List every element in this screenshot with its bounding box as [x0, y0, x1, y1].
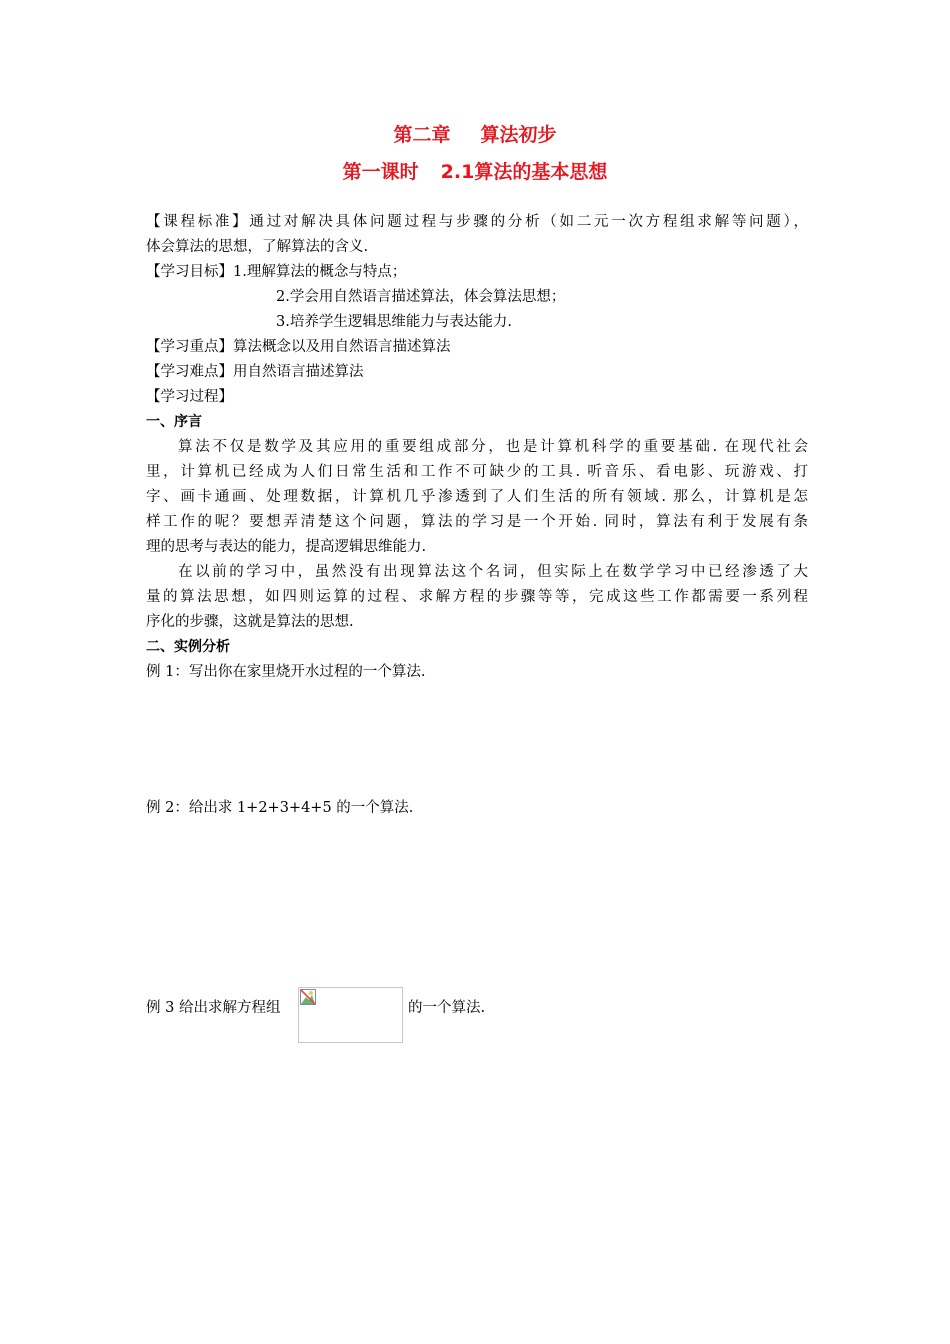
section-heading-examples: 二、实例分析 — [146, 639, 230, 655]
example-3-prefix: 例 3 给出求解方程组 — [146, 1000, 281, 1016]
chapter-name: 算法初步 — [480, 124, 557, 146]
course-standard-line-2: 体会算法的思想，了解算法的含义. — [146, 239, 369, 255]
preface-para1-line: 字、画卡通画、处理数据，计算机几乎渗透到了人们生活的所有领域. 那么，计算机是怎 — [146, 489, 808, 505]
lesson-label: 第一课时 — [342, 161, 419, 183]
example-3-suffix: 的一个算法. — [408, 1000, 486, 1016]
example-1: 例 1：写出你在家里烧开水过程的一个算法. — [146, 664, 426, 680]
learning-difficulty: 【学习难点】用自然语言描述算法 — [146, 364, 364, 380]
chapter-label: 第二章 — [393, 124, 451, 146]
section-heading-preface: 一、序言 — [146, 414, 202, 430]
example-2: 例 2：给出求 1+2+3+4+5 的一个算法. — [146, 800, 414, 816]
broken-image-icon — [300, 989, 316, 1005]
chapter-title — [0, 123, 950, 147]
learning-focus: 【学习重点】算法概念以及用自然语言描述算法 — [146, 339, 451, 355]
preface-para2-line: 量的算法思想，如四则运算的过程、求解方程的步骤等等，完成这些工作都需要一系列程 — [146, 589, 808, 605]
lesson-name: 2.1算法的基本思想 — [440, 161, 608, 183]
learning-goal-3: 3.培养学生逻辑思维能力与表达能力. — [276, 314, 512, 330]
preface-para2-line: 在以前的学习中，虽然没有出现算法这个名词，但实际上在数学学习中已经渗透了大 — [178, 564, 808, 580]
learning-goal-2: 2.学会用自然语言描述算法，体会算法思想； — [276, 289, 566, 305]
preface-para1-line: 里，计算机已经成为人们日常生活和工作不可缺少的工具. 听音乐、看电影、玩游戏、打 — [146, 464, 808, 480]
preface-para1-line: 算法不仅是数学及其应用的重要组成部分，也是计算机科学的重要基础. 在现代社会 — [178, 439, 808, 455]
equation-system-image-placeholder — [298, 987, 403, 1043]
learning-goal-1: 【学习目标】1.理解算法的概念与特点； — [146, 264, 407, 280]
learning-process: 【学习过程】 — [146, 389, 233, 405]
preface-para1-line: 理的思考与表达的能力，提高逻辑思维能力. — [146, 539, 427, 555]
course-standard-line-1: 【课程标准】通过对解决具体问题过程与步骤的分析（如二元一次方程组求解等问题）， — [146, 214, 808, 230]
preface-para1-line: 样工作的呢？要想弄清楚这个问题，算法的学习是一个开始. 同时，算法有利于发展有条 — [146, 514, 808, 530]
lesson-title — [0, 160, 950, 184]
preface-para2-line: 序化的步骤，这就是算法的思想. — [146, 614, 354, 630]
